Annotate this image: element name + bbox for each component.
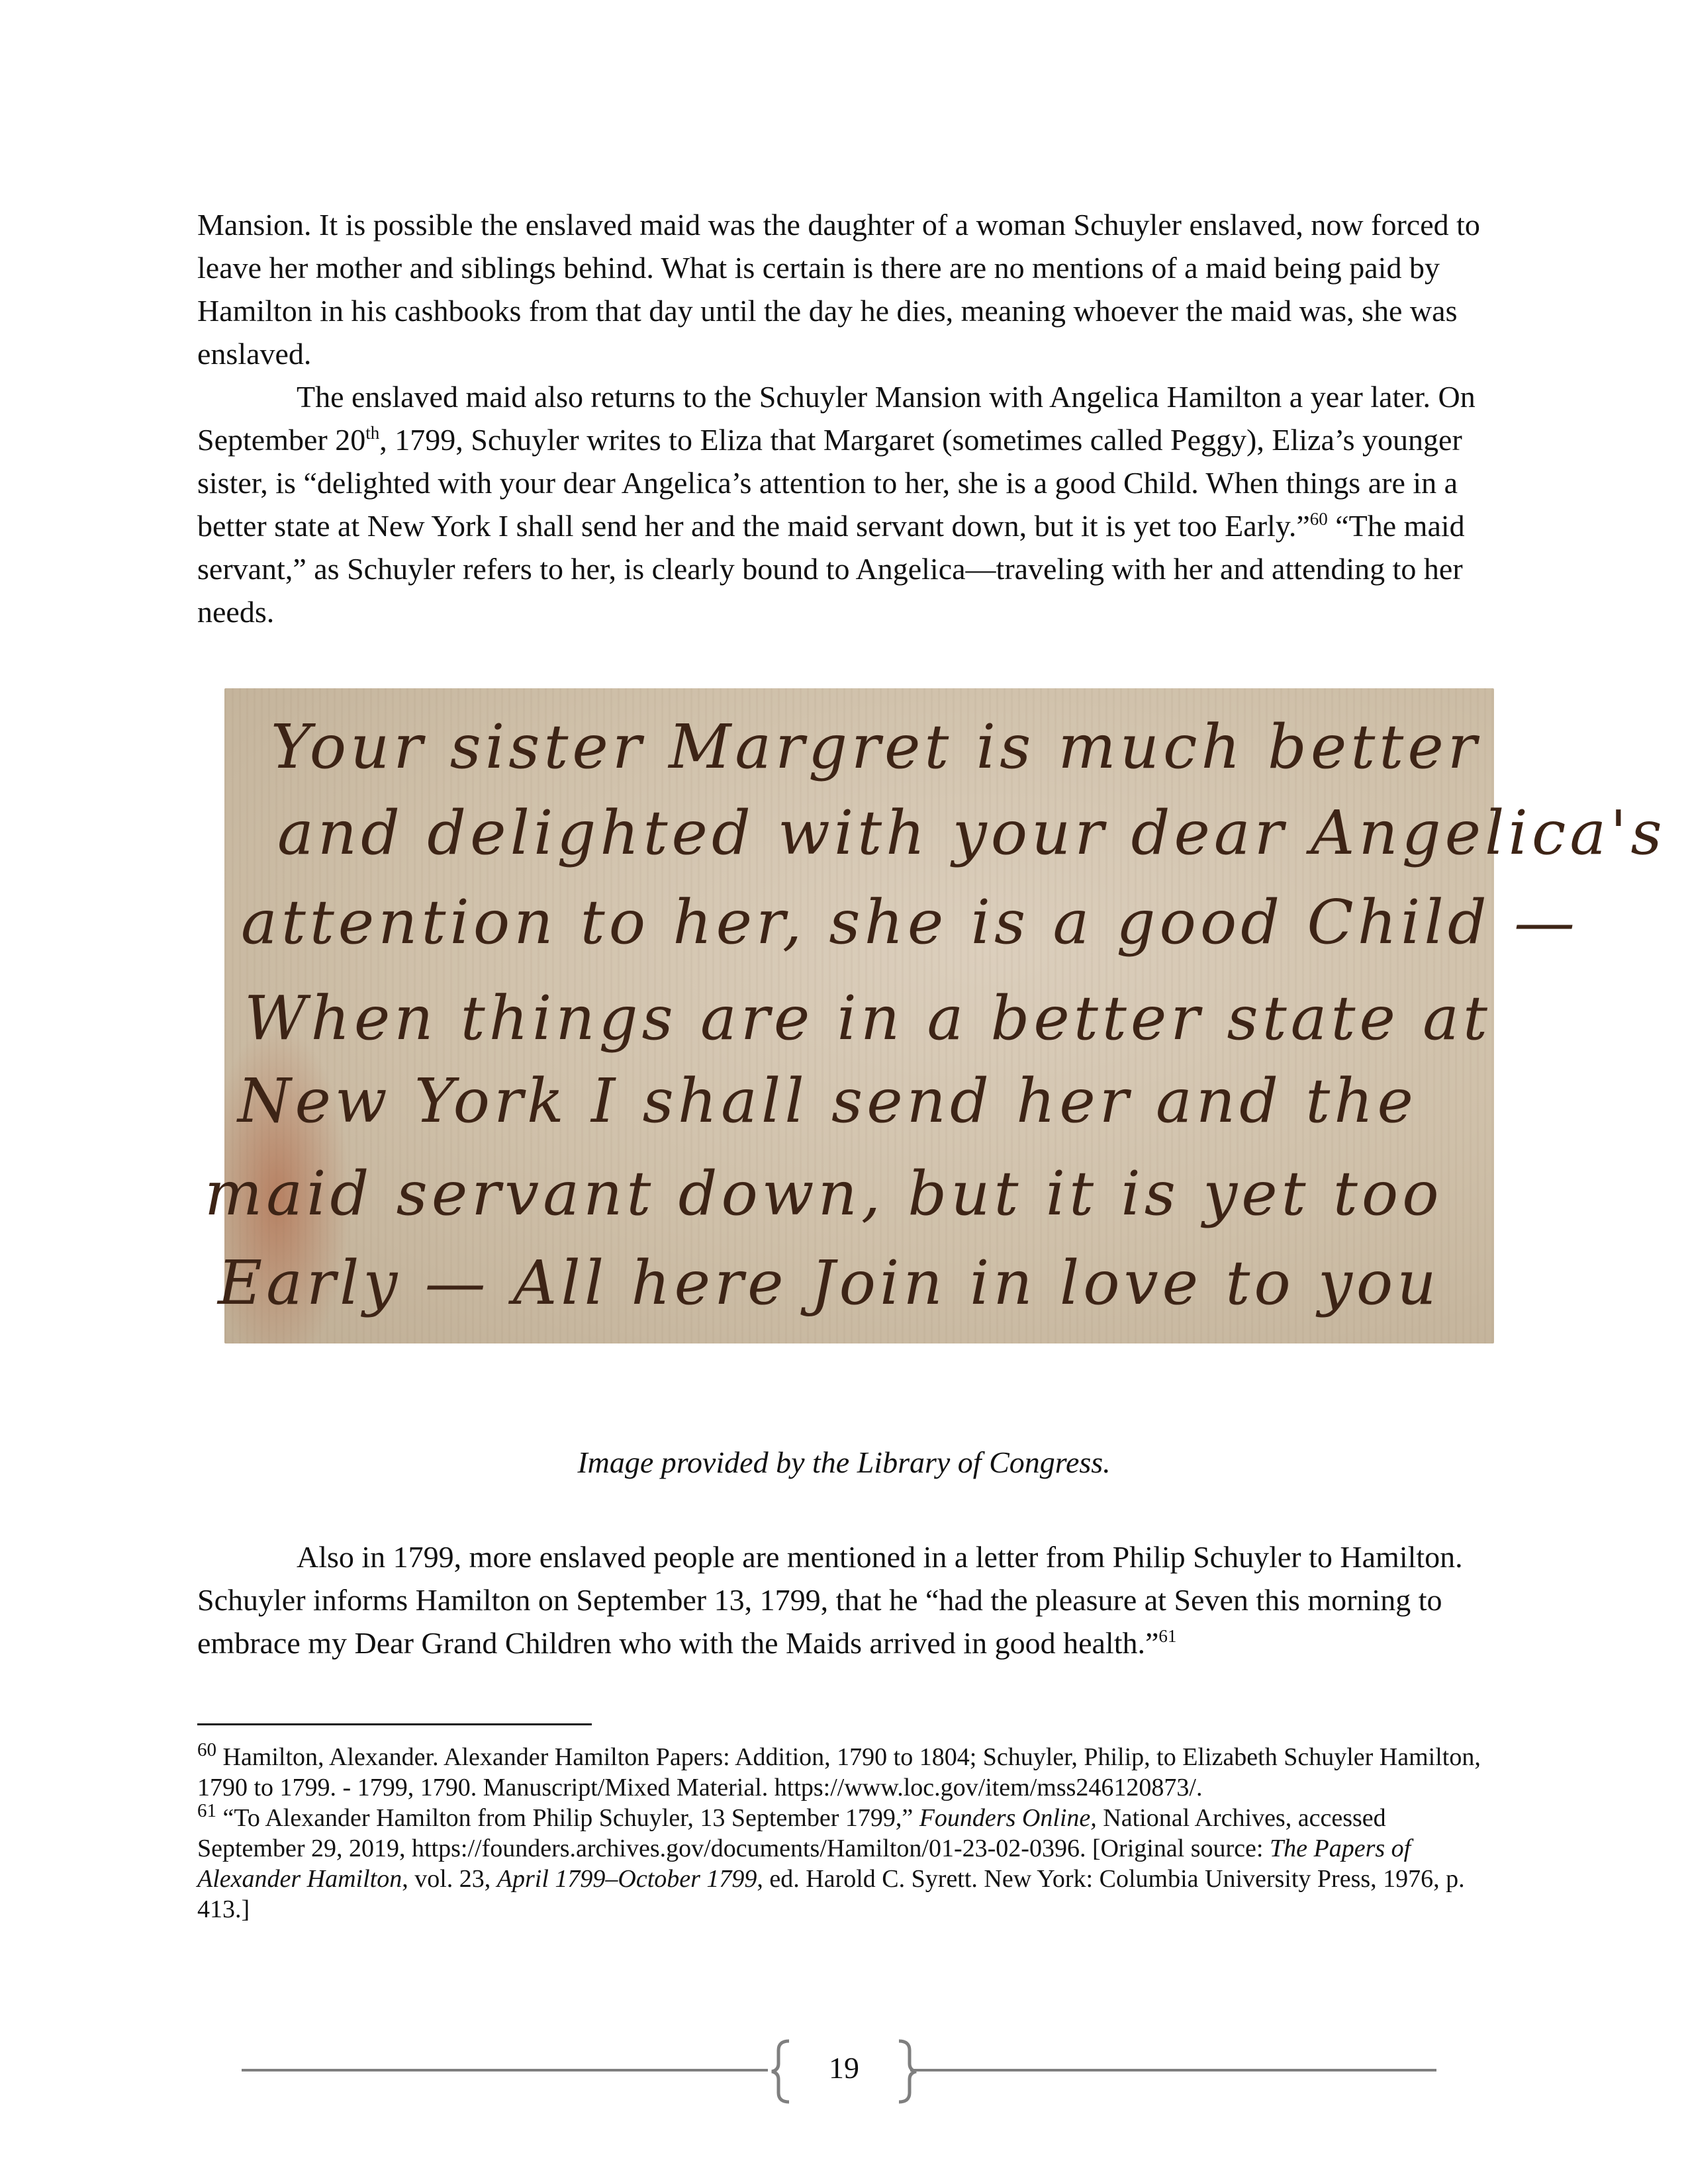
footnote-text: , ed. Harold C. Syrett. New York: Columbia University Press, 1976, p. 413.] <box>197 1865 1465 1923</box>
footnote-italic: The Papers of Alexander Hamilton <box>197 1835 1411 1893</box>
text-run: The enslaved maid also returns to the Schuyler Mansion with Angelica Hamilton a year later. On September 20 <box>197 380 1476 457</box>
footnote-ref-61[interactable]: 61 <box>1158 1626 1177 1646</box>
footnote-number: 61 <box>197 1800 216 1821</box>
handwriting-line: attention to her, she is a good Child — <box>241 887 1579 958</box>
handwriting-line: Early — All here Join in love to you <box>218 1248 1440 1318</box>
manuscript-letter-image <box>205 688 1666 1343</box>
footnote-text: “To Alexander Hamilton from Philip Schuyler, 13 September 1799,” <box>216 1804 919 1832</box>
image-caption: Image provided by the Library of Congress. <box>577 1445 1111 1479</box>
text-run: “The maid servant,” as Schuyler refers to her, is clearly bound to Angelica—traveling with her and attending to her needs. <box>197 509 1465 629</box>
footnotes <box>197 1739 1495 1925</box>
footnote-text: Hamilton, Alexander. Alexander Hamilton Papers: Addition, 1790 to 1804; Schuyler, Philip, to Elizabeth Schuyler Hamilton, 1790 to 1799. - 1799, 1790. Manuscript/Mixed Material. https://www.loc.gov/item/mss246120873/. <box>197 1743 1481 1801</box>
footnote-text: National Archives, accessed September 29, 2019, https://founders.archives.gov/documents/Hamilton/01-23-02-0396. [Original source: <box>197 1804 1386 1862</box>
text-run: Also in 1799, more enslaved people are mentioned in a letter from Philip Schuyler to Hamilton. Schuyler informs Hamilton on September 13, 1799, that he “had the pleasure at Seven this morning to embrace my Dear Grand Children who with the Maids arrived in good health.” <box>197 1540 1463 1660</box>
footnote-number: 60 <box>197 1739 216 1760</box>
paragraph <box>197 1535 1495 1664</box>
handwriting-line: maid servant down, but it is yet too <box>205 1158 1443 1229</box>
handwriting-line: Your sister Margret is much better <box>271 711 1481 782</box>
footer-rule-right <box>910 2069 1436 2071</box>
footnote-ref-60[interactable]: 60 <box>1309 509 1328 529</box>
paragraph: Mansion. It is possible the enslaved maid was the daughter of a woman Schuyler enslaved, now forced to leave her mother and siblings behind. What is certain is there are no mentions of a maid being paid by Hamilton in his cashbooks from that day until the day he dies, meaning whoever the maid was, she was enslaved. <box>197 208 1480 371</box>
footnote-60 <box>197 1739 1495 1803</box>
handwriting-svg <box>205 688 1666 1343</box>
footnote-separator <box>197 1723 592 1725</box>
text-run: , 1799, Schuyler writes to Eliza that Margaret (sometimes called Peggy), Eliza’s younger sister, is “delighted with your dear Angelica’s attention to her, she is a good Child. When things are in a better state at New York I shall send her and the maid servant down, but it is yet too Early.” <box>197 423 1462 543</box>
handwriting-line: New York I shall send her and the <box>238 1066 1417 1136</box>
handwriting-line: and delighted with your dear Angelica's <box>277 797 1666 868</box>
paragraph <box>197 375 1495 633</box>
footnote-text: , vol. 23, <box>402 1865 497 1893</box>
footnote-italic: April 1799–October 1799 <box>496 1865 757 1893</box>
body-text-bottom <box>197 1535 1495 1664</box>
footnote-italic: Founders Online, <box>919 1804 1097 1832</box>
handwriting-line: When things are in a better state at <box>244 983 1491 1054</box>
body-text-top <box>197 203 1495 633</box>
footnote-61 <box>197 1800 1495 1925</box>
page-number: 19 <box>829 2051 859 2085</box>
footer-rule-left <box>242 2069 768 2071</box>
ordinal-suffix: th <box>365 423 380 443</box>
